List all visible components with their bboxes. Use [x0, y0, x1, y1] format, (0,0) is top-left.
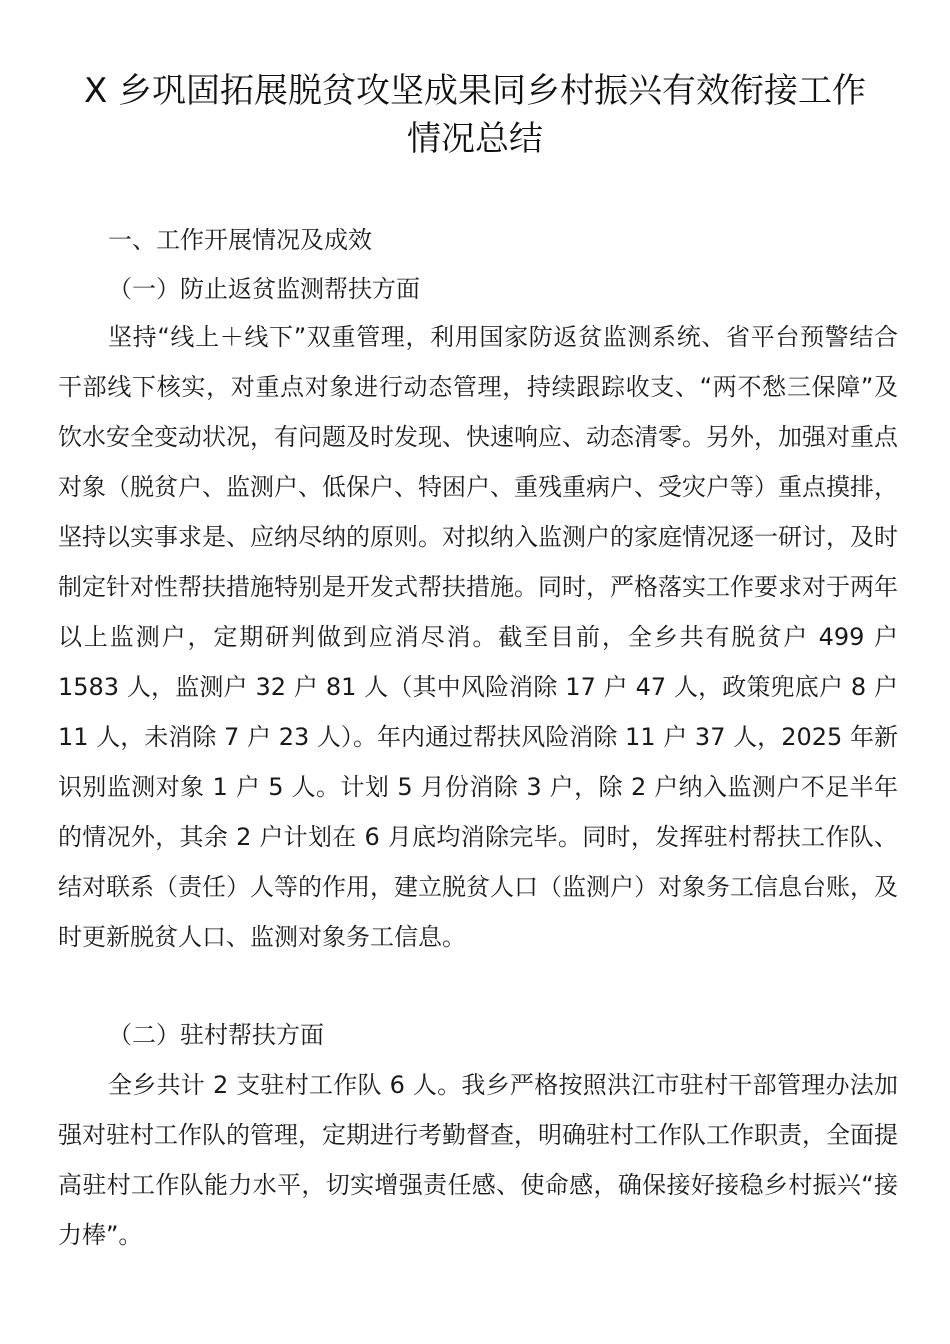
- subsection-heading-village-assistance: （二）驻村帮扶方面: [108, 1021, 324, 1049]
- subsection-heading-monitoring: （一）防止返贫监测帮扶方面: [108, 275, 420, 303]
- paragraph-monitoring: 坚持“线上＋线下”双重管理，利用国家防返贫监测系统、省平台预警结合干部线下核实，对重点对象进行动态管理，持续跟踪收支、“两不愁三保障”及饮水安全变动状况，有问题及时发现、快速响应、动态清零。另外，加强对重点对象（脱贫户、监测户、低保户、特困户、重残重病户、受灾户等）重点摸排，坚持以实事求是、应纳尽纳的原则。对拟纳入监测户的家庭情况逐一研讨，及时制定针对性帮扶措施特别是开发式帮扶措施。同时，严格落实工作要求对于两年以上监测户，定期研判做到应消尽消。截至目前，全乡共有脱贫户 499 户 1583 人，监测户 32 户 81 人（其中风险消除 17 户 47 人，政策兜底户 8 户 11 人，未消除 7 户 23 人）。年内通过帮扶风险消除 11 户 37 人，2025 年新识别监测对象 1 户 5 人。计划 5 月份消除 3 户，除 2 户纳入监测户不足半年的情况外，其余 2 户计划在 6 月底均消除完毕。同时，发挥驻村帮扶工作队、结对联系（责任）人等的作用，建立脱贫人口（监测户）对象务工信息台账，及时更新脱贫人口、监测对象务工信息。: [58, 323, 898, 951]
- document-title-line-2: 情况总结: [407, 119, 543, 159]
- paragraph-village-assistance: 全乡共计 2 支驻村工作队 6 人。我乡严格按照洪江市驻村干部管理办法加强对驻村工作队的管理，定期进行考勤督查，明确驻村工作队工作职责，全面提高驻村工作队能力水平，切实增强责任感、使命感，确保接好接稳乡村振兴“接力棒”。: [58, 1071, 898, 1249]
- document-title-line-1: X 乡巩固拓展脱贫攻坚成果同乡村振兴有效衔接工作: [83, 71, 867, 111]
- section-heading-work-progress: 一、工作开展情况及成效: [108, 226, 372, 254]
